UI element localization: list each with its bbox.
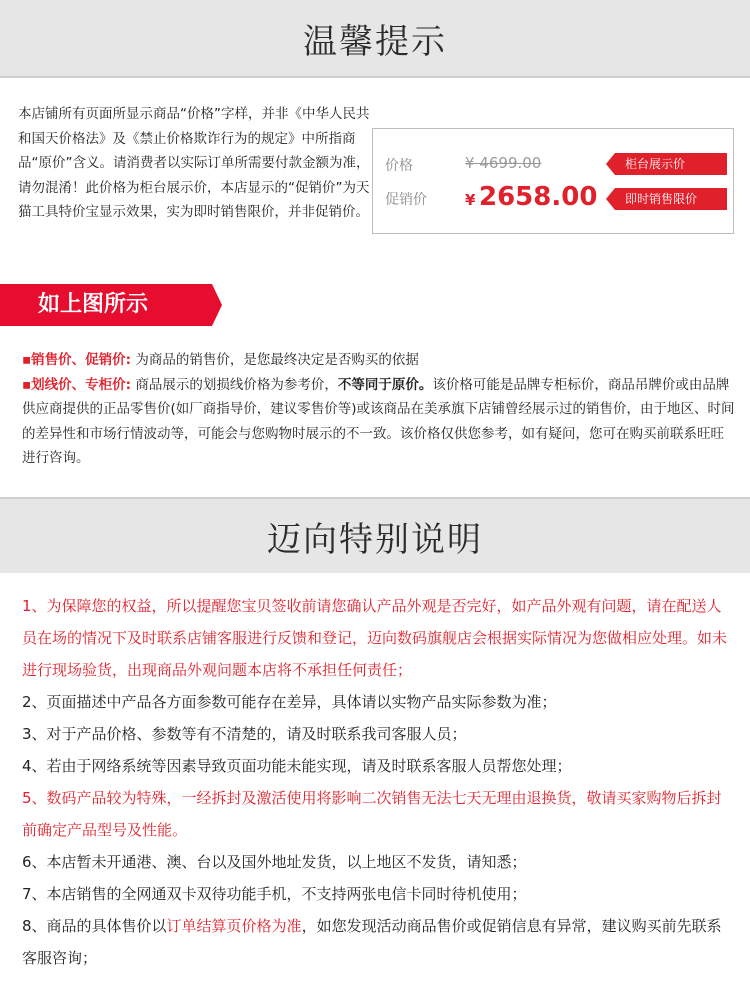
price-notice-text: 本店铺所有页面所显示商品“价格”字样，并非《中华人民共和国天价格法》及《禁止价格欺诈行为的规定》中所指商品“原价”含义。请消费者以实际订单所需要付款金额为准，请勿混淆！此价格为柜台展示价，本店显示的“促销价”为天猫工具特价宝显示效果，实为即时销售限价，并非促销价。 bbox=[18, 106, 370, 220]
price-definitions bbox=[22, 348, 737, 471]
list-item bbox=[22, 910, 734, 974]
instant-price-tag: 即时销售限价 bbox=[615, 188, 727, 210]
definition-sale-price bbox=[22, 348, 737, 373]
special-notice-banner bbox=[0, 499, 750, 573]
list-item: 5、数码产品较为特殊，一经拆封及激活使用将影响二次销售无法七天无理由退换货，敬请买家购物后拆封前确定产品型号及性能。 bbox=[22, 789, 722, 839]
special-notice-title: 迈向特别说明 bbox=[267, 519, 483, 560]
item-text: ，如您发现活动商品售价或促销信息有异常，建议购买前先联系客服咨询； bbox=[22, 917, 722, 967]
price-label: 价格 bbox=[385, 158, 413, 174]
definition-key: ▪划线价、专柜价: bbox=[22, 376, 132, 393]
list-item: 4、若由于网络系统等因素导致页面功能未能实现，请及时联系客服人员帮您处理； bbox=[22, 757, 572, 775]
item-text: 8、商品的具体售价以 bbox=[22, 917, 167, 935]
list-item: 3、对于产品价格、参数等有不清楚的，请及时联系我司客服人员； bbox=[22, 725, 467, 743]
counter-price-tag: 柜台展示价 bbox=[615, 153, 727, 175]
list-item: 2、页面描述中产品各方面参数可能存在差异，具体请以实物产品实际参数为准； bbox=[22, 693, 557, 711]
promo-price-label: 促销价 bbox=[385, 192, 427, 208]
promo-price: 2658.00 bbox=[479, 182, 598, 212]
list-item: 6、本店暂未开通港、澳、台以及国外地址发货，以上地区不发货，请知悉； bbox=[22, 853, 527, 871]
currency-symbol: ¥ bbox=[465, 191, 476, 209]
list-item: 1、为保障您的权益，所以提醒您宝贝签收前请您确认产品外观是否完好，如产品外观有问题，请在配送人员在场的情况下及时联系店铺客服进行反馈和登记，迈向数码旗舰店会根据实际情况为您做相应处理。如未进行现场验货，出现商品外观问题本店将不承担任何责任； bbox=[22, 597, 728, 679]
definition-key: ▪销售价、促销价: bbox=[22, 352, 132, 368]
divider bbox=[0, 76, 750, 78]
definition-text: 为商品的销售价，是您最终决定是否购买的依据 bbox=[131, 352, 419, 368]
notice-title: 温馨提示 bbox=[303, 21, 447, 62]
as-shown-banner: 如上图所示 bbox=[0, 284, 212, 326]
definition-emphasis: 不等同于原价。 bbox=[337, 376, 433, 393]
price-example-box bbox=[372, 128, 734, 234]
definition-list-price bbox=[22, 373, 737, 471]
notice-banner bbox=[0, 0, 750, 76]
definition-text: 商品展示的划损线价格为参考价， bbox=[131, 376, 338, 393]
item-highlight: 订单结算页价格为准 bbox=[166, 917, 302, 935]
definition-text: 该价格可能是品牌专柜标价，商品吊牌价或由品牌供应商提供的正品零售价(如厂商指导价，建议零售价等)或该商品在美承旗下店铺曾经展示过的销售价，由于地区、时间的差异性和市场行情波动等，可能会与您购物时展示的不一致。该价格仅供您参考，如有疑问，您可在购买前联系旺旺进行咨询。 bbox=[22, 376, 735, 466]
original-price: ¥ 4699.00 bbox=[465, 154, 542, 172]
list-item: 7、本店销售的全网通双卡双待功能手机，不支持两张电信卡同时待机使用； bbox=[22, 885, 527, 903]
special-notice-list bbox=[22, 590, 734, 974]
